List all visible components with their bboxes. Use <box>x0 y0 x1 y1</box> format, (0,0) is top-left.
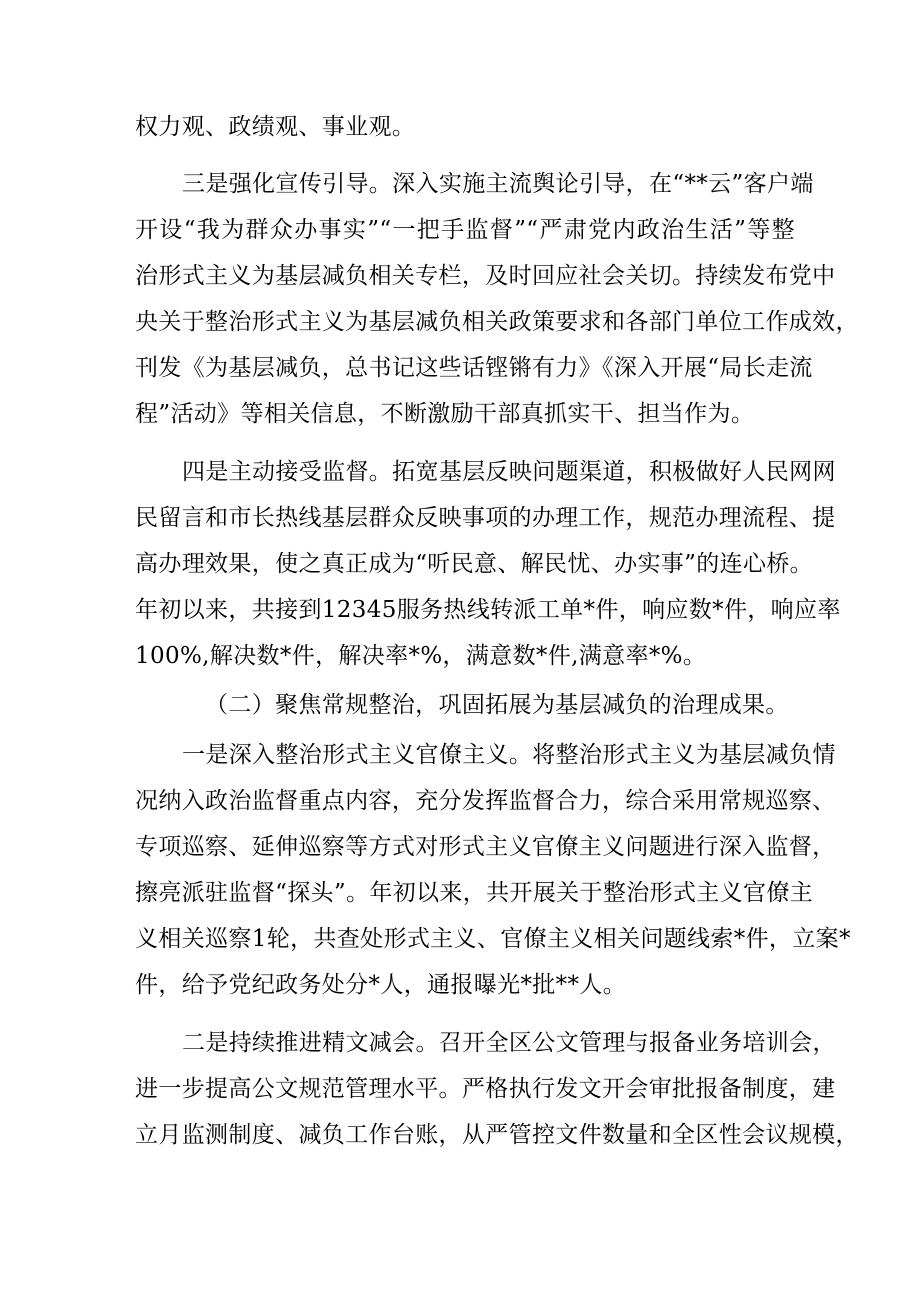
paragraph-line: 四是主动接受监督。拓宽基层反映问题渠道，积极做好人民网网 <box>182 459 836 485</box>
paragraph-line: 专项巡察、延伸巡察等方式对形式主义官僚主义问题进行深入监督， <box>135 834 836 860</box>
section-heading: （二）聚焦常规整治，巩固拓展为基层减负的治理成果。 <box>205 692 789 718</box>
paragraph-line: 权力观、政绩观、事业观。 <box>135 114 416 140</box>
paragraph-line: 况纳入政治监督重点内容，充分发挥监督合力，综合采用常规巡察、 <box>135 788 836 814</box>
paragraph-line: 央关于整治形式主义为基层减负相关政策要求和各部门单位工作成效， <box>135 309 859 335</box>
paragraph-line: 三是强化宣传引导。深入实施主流舆论引导，在“**云”客户端 <box>182 171 814 197</box>
paragraph-line: 二是持续推进精文减会。召开全区公文管理与报备业务培训会， <box>182 1030 836 1056</box>
paragraph-line: 民留言和市长热线基层群众反映事项的办理工作，规范办理流程、提 <box>135 505 836 531</box>
paragraph-line: 治形式主义为基层减负相关专栏，及时回应社会关切。持续发布党中 <box>135 263 836 289</box>
paragraph-line: 100%,解决数*件，解决率*%，满意数*件,满意率*%。 <box>135 643 707 669</box>
paragraph-line: 一是深入整治形式主义官僚主义。将整治形式主义为基层减负情 <box>182 742 836 768</box>
paragraph-line: 擦亮派驻监督“探头”。年初以来，共开展关于整治形式主义官僚主 <box>135 880 814 906</box>
paragraph-line: 开设“我为群众办事实”“一把手监督”“严肃党内政治生活”等整 <box>135 217 795 243</box>
paragraph-line: 年初以来，共接到12345服务热线转派工单*件，响应数*件，响应率 <box>135 597 841 623</box>
paragraph-line: 立月监测制度、减负工作台账，从严管控文件数量和全区性会议规模， <box>135 1122 859 1148</box>
paragraph-line: 刊发《为基层减负，总书记这些话铿锵有力》《深入开展“局长走流 <box>135 355 813 381</box>
paragraph-line: 高办理效果，使之真正成为“听民意、解民忧、办实事”的连心桥。 <box>135 551 814 577</box>
paragraph-line: 进一步提高公文规范管理水平。严格执行发文开会审批报备制度，建 <box>135 1076 836 1102</box>
paragraph-line: 义相关巡察1轮，共查处形式主义、官僚主义相关问题线索*件，立案* <box>135 926 851 952</box>
paragraph-line: 件，给予党纪政务处分*人，通报曝光*批**人。 <box>135 972 627 998</box>
paragraph-line: 程”活动》等相关信息，不断激励干部真抓实干、担当作为。 <box>135 401 755 427</box>
